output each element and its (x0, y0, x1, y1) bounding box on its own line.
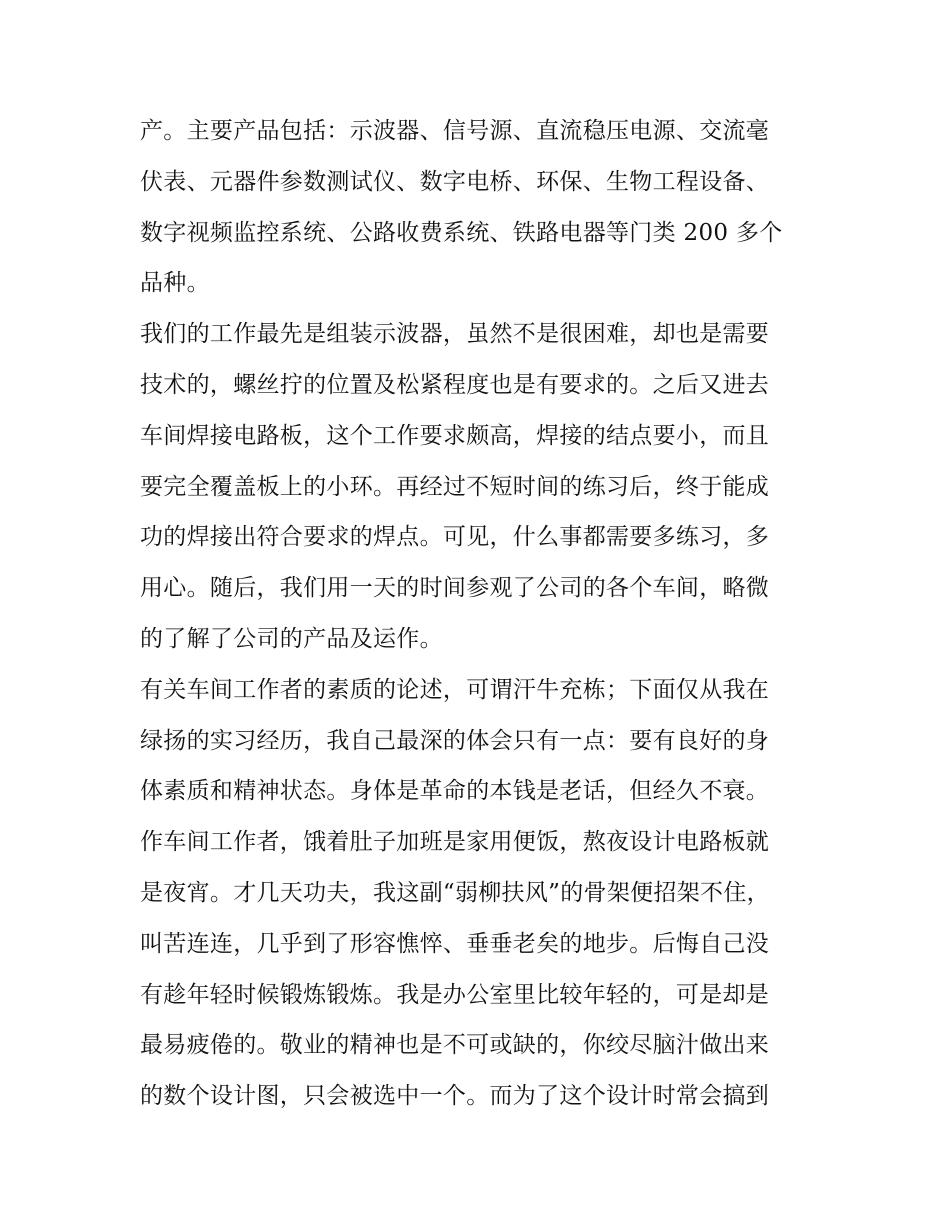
text-line: 数字视频监控系统、公路收费系统、铁路电器等门类 200 多个 (140, 219, 783, 246)
text-line: 技术的，螺丝拧的位置及松紧程度也是有要求的。之后又进去 (140, 371, 770, 398)
text-line: 伏表、元器件参数测试仪、数字电桥、环保、生物工程设备、 (140, 168, 770, 195)
text-line: 功的焊接出符合要求的焊点。可见，什么事都需要多练习，多 (140, 524, 770, 551)
text-line: 绿扬的实习经历，我自己最深的体会只有一点：要有良好的身 (140, 727, 770, 754)
body-text (140, 106, 820, 1122)
text-line: 的数个设计图，只会被选中一个。而为了这个设计时常会搞到 (140, 1083, 770, 1110)
text-line: 有关车间工作者的素质的论述，可谓汗牛充栋；下面仅从我在 (140, 676, 770, 703)
text-line: 我们的工作最先是组装示波器，虽然不是很困难，却也是需要 (140, 321, 770, 348)
text-line: 要完全覆盖板上的小环。再经过不短时间的练习后，终于能成 (140, 473, 770, 500)
text-line: 品种。 (140, 270, 210, 297)
text-line: 的了解了公司的产品及运作。 (140, 625, 443, 652)
text-line: 是夜宵。才几天功夫，我这副“弱柳扶风”的骨架便招架不住， (140, 879, 770, 906)
text-line: 有趁年轻时候锻炼锻炼。我是办公室里比较年轻的，可是却是 (140, 981, 770, 1008)
text-line: 用心。随后，我们用一天的时间参观了公司的各个车间，略微 (140, 575, 770, 602)
text-line: 车间焊接电路板，这个工作要求颇高，焊接的结点要小，而且 (140, 422, 770, 449)
text-line: 体素质和精神状态。身体是革命的本钱是老话，但经久不衰。 (140, 778, 770, 805)
text-line: 产。主要产品包括：示波器、信号源、直流稳压电源、交流毫 (140, 118, 770, 144)
text-line: 最易疲倦的。敬业的精神也是不可或缺的，你绞尽脑汁做出来 (140, 1032, 770, 1059)
text-line: 叫苦连连，几乎到了形容憔悴、垂垂老矣的地步。后悔自己没 (140, 930, 770, 957)
text-line: 作车间工作者，饿着肚子加班是家用便饭，熬夜设计电路板就 (140, 829, 770, 856)
